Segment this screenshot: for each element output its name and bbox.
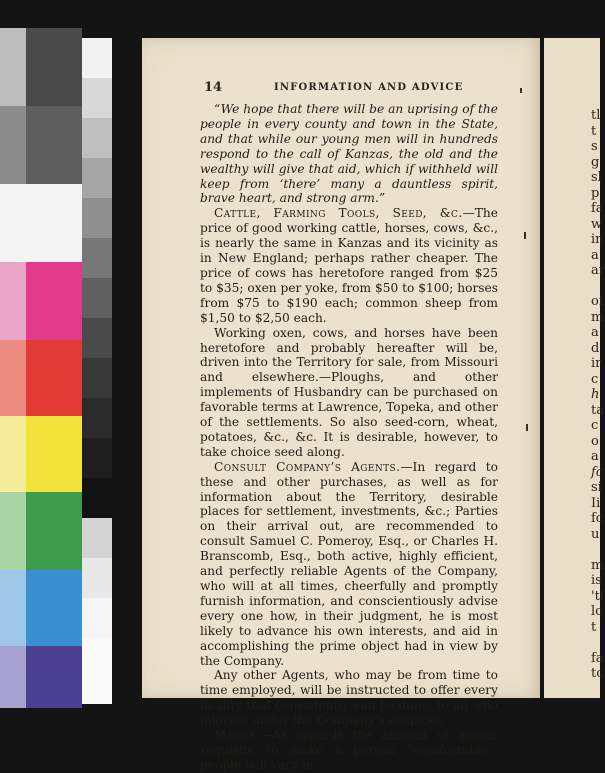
- next-page-fragment: c: [591, 418, 599, 433]
- gray-step: [82, 118, 112, 158]
- next-page-fragment: t: [591, 124, 597, 139]
- gray-step: [82, 598, 112, 638]
- body-text: [200, 102, 498, 773]
- next-page-fragment: sl: [591, 170, 602, 185]
- next-page-fragment: d: [591, 341, 600, 356]
- next-page-fragment: a: [591, 325, 599, 340]
- next-page-fragment: o: [591, 434, 599, 449]
- swatch-white: [0, 184, 82, 262]
- next-page-fragment: c: [591, 372, 599, 387]
- swatch-green-light: [0, 492, 26, 570]
- gray-step: [82, 158, 112, 198]
- next-page-fragment: m: [591, 310, 604, 325]
- gray-step: [82, 278, 112, 318]
- swatch-salmon: [0, 340, 26, 416]
- page-number: 14: [204, 80, 223, 95]
- swatch-gray-light: [0, 28, 26, 106]
- section-heading: Means.: [214, 728, 260, 743]
- next-page-fragment: is: [591, 573, 602, 588]
- paragraph-body: —As regards the amount of means requisite to make a person “comfortable,” people will vary in: [200, 728, 498, 772]
- page-mark: [524, 232, 526, 239]
- gray-step: [82, 238, 112, 278]
- page-mark: [520, 88, 522, 93]
- swatch-blue-light: [0, 570, 26, 646]
- next-page-fragment: si: [591, 480, 602, 495]
- next-page-fragment: oi: [591, 294, 603, 309]
- gray-step: [82, 478, 112, 518]
- grayscale-strip: [82, 38, 112, 704]
- next-page-fragment: tl: [591, 108, 601, 123]
- swatch-blue: [26, 570, 82, 646]
- gray-step: [82, 318, 112, 358]
- next-page-fragment: u: [591, 527, 600, 542]
- gray-step: [82, 398, 112, 438]
- swatch-pink-light: [0, 262, 26, 340]
- next-page-fragment: p: [591, 186, 600, 201]
- gray-step: [82, 78, 112, 118]
- next-page-fragment: h: [591, 387, 600, 402]
- swatch-yellow-light: [0, 416, 26, 492]
- swatch-magenta: [26, 262, 82, 340]
- swatch-violet: [26, 646, 82, 708]
- paragraph-oxen: Working oxen, cows, and horses have been heretofore and probably hereafter will be, driven into the Territory for sale, from Missouri and elsewhere.—Ploughs, and other implements of Husbandry can be purchased on favorable terms at Lawrence, Topeka, and other of the settlements. So also seed-corn, wheat, potatoes, &c., &c. It is desirable, however, to take choice seed along.: [200, 325, 498, 459]
- section-heading: Consult Company’s Agents.: [214, 459, 401, 474]
- paragraph-body: —The price of good working cattle, horses, cows, &c., is nearly the same in Kanzas and its vicinity as in New England; perhaps rather cheaper. The price of cows has heretofore ranged from $25 to $35; oxen per yoke, from $50 to $100; horses from $75 to $190 each; common sheep from $1,50 to $2,50 each.: [200, 206, 498, 325]
- swatch-gray-dark: [26, 28, 82, 106]
- swatch-gray-mid: [0, 106, 26, 184]
- running-title: INFORMATION AND ADVICE: [274, 82, 464, 93]
- next-page-edge: [544, 38, 605, 698]
- next-page-fragment: a: [591, 248, 599, 263]
- next-page-fragment: a: [591, 449, 599, 464]
- book-page: [142, 38, 540, 772]
- paragraph-body: —In regard to these and other purchases, as well as for information about the Territory, desirable places for settlement, investments, &c.; Parties on their arrival out, are recommended to consult Samuel C. Pomeroy, Esq., or Charles H. Branscomb, Esq., both active, highly efficient, and perfectly reliable Agents of the Company, who will at all times, cheerfully and promptly furnish information, and conscientiously advise every one how, in their judgment, he is most likely to advance his own interests, and aid in accomplishing the prime object had in view by the Company.: [200, 459, 498, 668]
- gray-step: [82, 518, 112, 558]
- page-mark: [526, 424, 528, 431]
- next-page-fragment: w: [591, 217, 603, 232]
- next-page-fragment: m: [591, 558, 604, 573]
- next-page-fragment: t: [591, 620, 597, 635]
- paragraph-agents: [200, 460, 498, 669]
- next-page-fragment: ir: [591, 356, 602, 371]
- gray-step: [82, 438, 112, 478]
- gray-step: [82, 38, 112, 78]
- quote-paragraph: “We hope that there will be an uprising of the people in every county and town in the State, and that while our young men will in hundreds respond to the call of Kanzas, the old and the wealthy will give that aid, which if withheld will keep from ‘there’ many a dauntless spirit, brave heart, and strong arm.”: [200, 102, 498, 206]
- swatch-green: [26, 492, 82, 570]
- next-page-fragment: ar: [591, 263, 605, 278]
- section-heading: Cattle, Farming Tools, Seed, &c.: [214, 206, 463, 221]
- next-page-fragment: s: [591, 139, 598, 154]
- gray-step: [82, 558, 112, 598]
- next-page-fragment: fc: [591, 465, 604, 480]
- gray-step: [82, 638, 112, 704]
- next-page-fragment: in: [591, 232, 604, 247]
- paragraph-cattle: [200, 206, 498, 325]
- color-calibration-strip: [0, 28, 82, 708]
- next-page-fragment: tc: [591, 666, 604, 681]
- next-page-fragment: fa: [591, 651, 604, 666]
- next-page-fragment: ta: [591, 403, 604, 418]
- swatch-gray-darker: [26, 106, 82, 184]
- paragraph-means: [200, 728, 498, 773]
- next-page-fragment: fa: [591, 201, 604, 216]
- gray-step: [82, 198, 112, 238]
- next-page-fragment: lc: [591, 604, 603, 619]
- next-page-fragment: Ii: [591, 496, 601, 511]
- paragraph-other-agents: Any other Agents, who may be from time to time employed, will be instructed to offer every facility that consistently can be done, to all who migrate under the Company’s auspices.: [200, 668, 498, 728]
- next-page-fragment: 'tl: [591, 589, 604, 604]
- swatch-yellow: [26, 416, 82, 492]
- gray-step: [82, 358, 112, 398]
- next-page-fragment: g: [591, 155, 600, 170]
- swatch-violet-light: [0, 646, 26, 708]
- next-page-fragment: fc: [591, 511, 604, 526]
- swatch-red: [26, 340, 82, 416]
